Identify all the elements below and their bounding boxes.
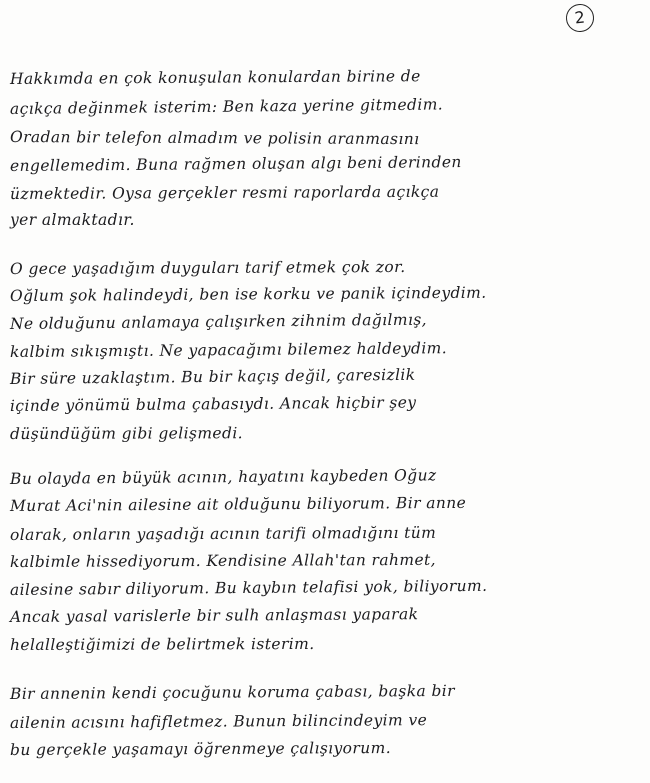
text-line: açıkça değinmek isterim: Ben kaza yerine gitmedim. — [9, 95, 444, 118]
text-line: Oğlum şok halindeydi, ben ise korku ve panik içindeydim. — [9, 283, 487, 305]
text-line: Bu olayda en büyük acının, hayatını kaybeden Oğuz — [9, 466, 437, 488]
text-line: Bir süre uzaklaştım. Bu bir kaçış değil, çaresizlik — [9, 365, 416, 388]
text-line: Murat Aci'nin ailesine ait olduğunu biliyorum. Bir anne — [9, 493, 467, 515]
text-line: yer almaktadır. — [10, 211, 135, 229]
text-line: Hakkımda en çok konuşulan konulardan birine de — [9, 67, 421, 88]
text-line: helalleştiğimizi de belirtmek isterim. — [9, 634, 315, 654]
text-line: ailenin acısını hafifletmez. Bunun bilincindeyim ve — [9, 711, 428, 732]
page-number: 2 — [565, 3, 596, 34]
text-line: üzmektedir. Oysa gerçekler resmi raporlarda açıkça — [9, 182, 440, 203]
text-line: ailesine sabır diliyorum. Bu kaybın telafisi yok, biliyorum. — [9, 576, 488, 599]
text-line: bu gerçekle yaşamayı öğrenmeye çalışıyorum. — [9, 739, 392, 759]
text-line: kalbimle hissediyorum. Kendisine Allah'tan rahmet, — [9, 550, 437, 571]
text-line: Ne olduğunu anlamaya çalışırken zihnim dağılmış, — [9, 310, 428, 333]
text-line: kalbim sıkışmıştı. Ne yapacağımı bilemez haldeydim. — [9, 339, 448, 361]
text-line: olarak, onların yaşadığı acının tarifi olmadığını tüm — [9, 523, 437, 544]
text-line: Oradan bir telefon almadım ve polisin aranmasını — [9, 128, 420, 149]
text-line: engellemedim. Buna rağmen oluşan algı beni derinden — [9, 153, 462, 175]
text-line: Bir annenin kendi çocuğunu koruma çabası, başka bir — [9, 681, 456, 703]
text-line: düşündüğüm gibi gelişmedi. — [9, 424, 244, 443]
text-line: içinde yönümü bulma çabasıydı. Ancak hiçbir şey — [9, 393, 417, 415]
text-line: Ancak yasal varislerle bir sulh anlaşması yaparak — [9, 605, 419, 626]
text-line: O gece yaşadığım duyguları tarif etmek çok zor. — [9, 257, 406, 278]
